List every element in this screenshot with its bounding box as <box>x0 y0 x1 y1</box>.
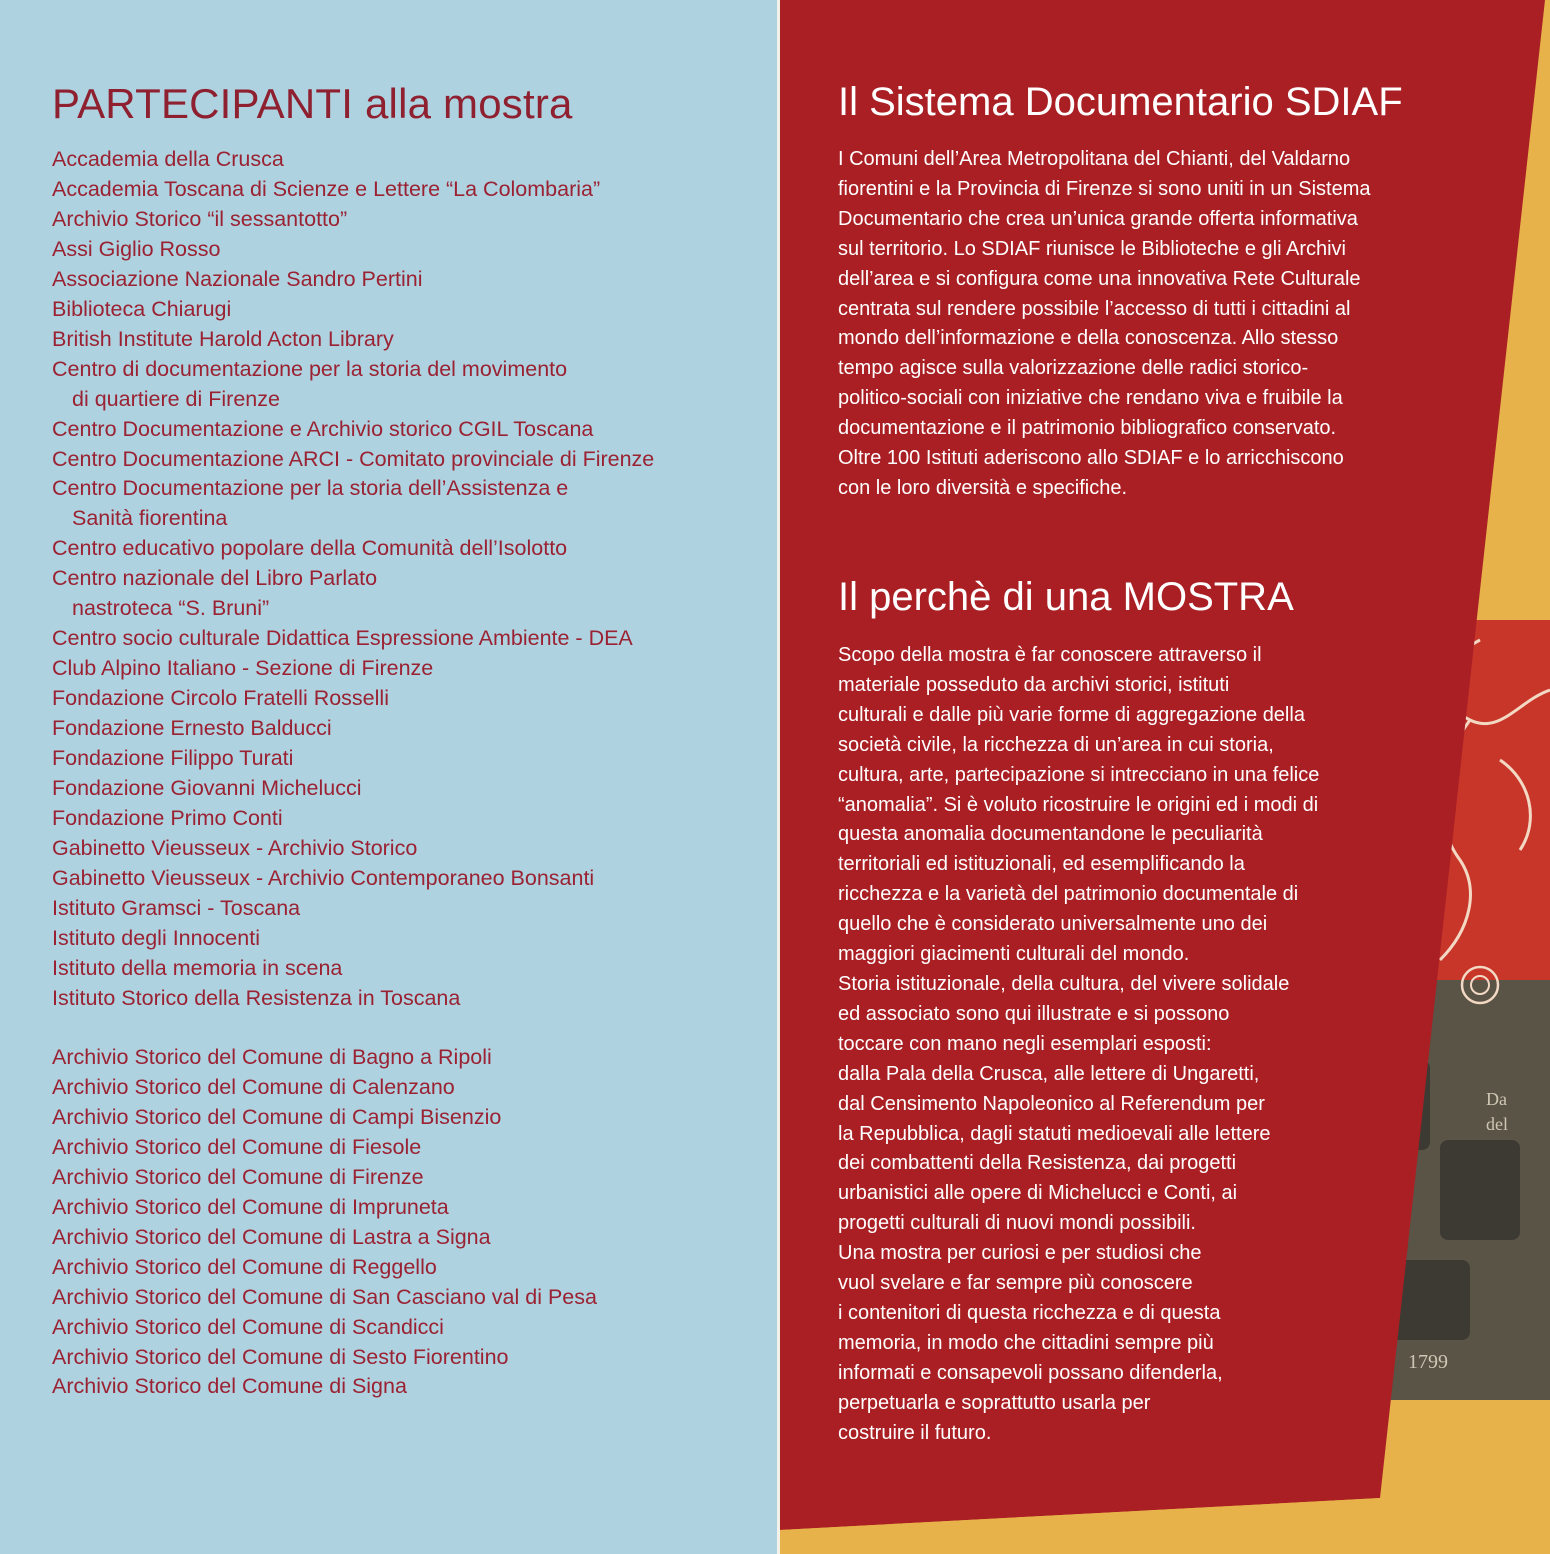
archive-item: Archivio Storico del Comune di Signa <box>52 1374 407 1399</box>
participant-item: Biblioteca Chiarugi <box>52 296 232 321</box>
participants-list <box>52 145 772 1014</box>
archive-item: Archivio Storico del Comune di Fiesole <box>52 1134 422 1159</box>
archive-item: Archivio Storico del Comune di Bagno a Ripoli <box>52 1045 492 1069</box>
photo-label-da: Da <box>1486 1089 1507 1109</box>
archive-item: Archivio Storico del Comune di Calenzano <box>52 1074 455 1099</box>
participant-item: Centro Documentazione ARCI - Comitato provinciale di Firenze <box>52 446 655 471</box>
participant-item: Fondazione Primo Conti <box>52 805 283 830</box>
participant-item: Fondazione Ernesto Balducci <box>52 716 332 741</box>
participant-item: Centro di documentazione per la storia del movimento di quartiere di Firenze <box>52 356 568 411</box>
archive-item: Archivio Storico del Comune di Lastra a Signa <box>52 1224 491 1249</box>
participant-item: Gabinetto Vieusseux - Archivio Contemporaneo Bonsanti <box>52 865 595 890</box>
mostra-title: Il perchè di una MOSTRA <box>838 575 1294 619</box>
sdiaf-title: Il Sistema Documentario SDIAF <box>838 80 1403 124</box>
participant-item: Fondazione Giovanni Michelucci <box>52 776 362 801</box>
archive-item: Archivio Storico del Comune di Sesto Fiorentino <box>52 1344 509 1369</box>
participant-item: Accademia della Crusca <box>52 147 284 171</box>
archive-item: Archivio Storico del Comune di Scandicci <box>52 1314 444 1339</box>
archive-book-2 <box>1440 1140 1520 1240</box>
participant-item: Fondazione Filippo Turati <box>52 746 294 771</box>
participant-item: Istituto degli Innocenti <box>52 925 260 950</box>
archives-list <box>52 1043 772 1402</box>
participant-item: Istituto Storico della Resistenza in Toscana <box>52 985 461 1010</box>
participant-item: Club Alpino Italiano - Sezione di Firenze <box>52 656 434 681</box>
mostra-description: Scopo della mostra è far conoscere attraverso il materiale posseduto da archivi storici, istituti culturali e dalle più varie forme di aggregazione della società civile, la ricchezza di un’area in cui storia, cultura, arte, partecipazione si intrecciano in una felice “anomalia”. Si è voluto ricostruire le origini ed i modi di questa anomalia documentandone le peculiarità territoriali ed istituzionali, ed esemplificando la ricchezza e la varietà del patrimonio documentale di quello che è considerato universalmente uno dei maggiori giacimenti culturali del mondo. Storia istituzionale, della cultura, del vivere solidale ed associato sono qui illustrate e si possono toccare con mano negli esemplari esposti: dalla Pala della Crusca, alle lettere di Ungaretti, dal Censimento Napoleonico al Referendum per la Repubblica, dagli statuti medioevali alle lettere dei combattenti della Resistenza, dai progetti urbanistici alle opere di Michelucci e Conti, ai progetti culturali di nuovi mondi possibili. Una mostra per curiosi e per studiosi che vuol svelare e far sempre più conoscere i contenitori di questa ricchezza e di questa memoria, in modo che cittadini sempre più informati e consapevoli possano difenderla, perpetuarla e soprattutto usarla per costruire il futuro. <box>838 644 1320 1444</box>
participants-title: PARTECIPANTI alla mostra <box>52 80 573 127</box>
archive-item: Archivio Storico del Comune di San Casciano val di Pesa <box>52 1284 597 1309</box>
participant-item: Istituto della memoria in scena <box>52 955 343 980</box>
participant-item: Fondazione Circolo Fratelli Rosselli <box>52 686 389 711</box>
participant-item: Istituto Gramsci - Toscana <box>52 895 301 920</box>
participant-item: Centro Documentazione e Archivio storico CGIL Toscana <box>52 416 594 441</box>
archive-item: Archivio Storico del Comune di Firenze <box>52 1164 424 1189</box>
participant-item: Centro socio culturale Didattica Espressione Ambiente - DEA <box>52 626 633 651</box>
participant-item: Associazione Nazionale Sandro Pertini <box>52 266 423 291</box>
participant-item: Centro Documentazione per la storia dell’Assistenza e Sanità fiorentina <box>52 476 569 531</box>
participant-item: Centro educativo popolare della Comunità dell’Isolotto <box>52 536 568 561</box>
participant-item: Centro nazionale del Libro Parlato nastroteca “S. Bruni” <box>52 566 378 621</box>
participant-item: Assi Giglio Rosso <box>52 236 221 261</box>
participant-item: British Institute Harold Acton Library <box>52 326 394 351</box>
participant-item: Accademia Toscana di Scienze e Lettere “La Colombaria” <box>52 176 601 201</box>
photo-label-del: del <box>1486 1114 1508 1134</box>
participant-item: Gabinetto Vieusseux - Archivio Storico <box>52 835 418 860</box>
participant-item: Archivio Storico “il sessantotto” <box>52 206 348 231</box>
photo-label-year: 1799 <box>1408 1351 1448 1373</box>
archive-item: Archivio Storico del Comune di Impruneta <box>52 1194 449 1219</box>
archive-item: Archivio Storico del Comune di Campi Bisenzio <box>52 1104 502 1129</box>
sdiaf-description: I Comuni dell’Area Metropolitana del Chianti, del Valdarno fiorentini e la Provincia di Firenze si sono uniti in un Sistema Documentario che crea un’unica grande offerta informativa sul territorio. Lo SDIAF riunisce le Biblioteche e gli Archivi dell’area e si configura come una innovativa Rete Culturale centrata sul rendere possibile l’accesso di tutti i cittadini al mondo dell’informazione e della conoscenza. Allo stesso tempo agisce sulla valorizzazione delle radici storico- politico-sociali con iniziative che rendano viva e fruibile la documentazione e il patrimonio bibliografico conservato. Oltre 100 Istituti aderiscono allo SDIAF e lo arricchiscono con le loro diversità e specifiche. <box>838 148 1371 499</box>
archive-item: Archivio Storico del Comune di Reggello <box>52 1254 437 1279</box>
